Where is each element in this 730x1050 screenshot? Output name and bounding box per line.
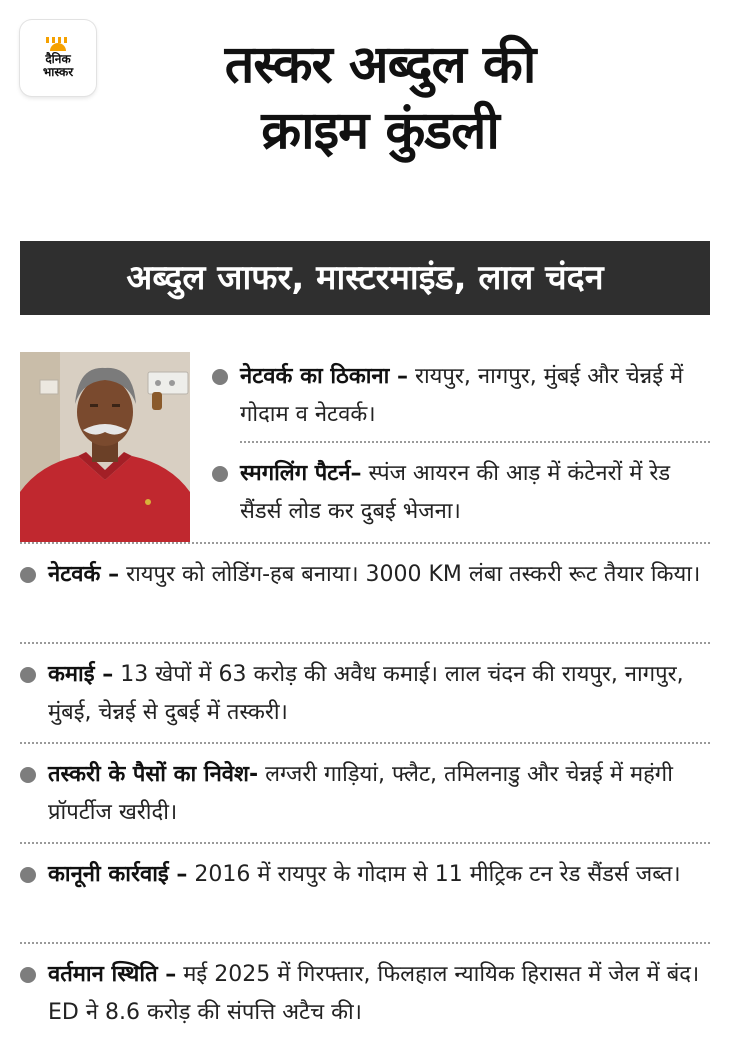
list-item-smuggling-pattern xyxy=(240,455,710,531)
list-item-current-status xyxy=(48,956,710,1032)
divider xyxy=(20,642,710,644)
item-text: 13 खेपों में 63 करोड़ की अवैध कमाई। लाल चंदन की रायपुर, नागपुर, मुंबई, चेन्नई से दुबई में तस्करी। xyxy=(48,662,684,725)
item-label: तस्करी के पैसों का निवेश- xyxy=(48,762,259,787)
divider xyxy=(240,441,710,443)
divider xyxy=(20,942,710,944)
suspect-photo xyxy=(20,352,190,542)
logo-line-2: भास्कर xyxy=(42,65,74,79)
list-item-legal-action xyxy=(48,856,710,894)
bullet-dot xyxy=(212,466,228,482)
divider xyxy=(20,842,710,844)
title-line-2: क्राइम कुंडली xyxy=(261,101,499,161)
list-item-earnings xyxy=(48,656,710,732)
item-label: कमाई – xyxy=(48,662,114,687)
title-line-1: तस्कर अब्दुल की xyxy=(224,35,536,95)
item-text: रायपुर, नागपुर, मुंबई और चेन्नई में गोदाम व नेटवर्क। xyxy=(240,364,684,427)
item-label: वर्तमान स्थिति – xyxy=(48,962,177,987)
item-text: रायपुर को लोडिंग-हब बनाया। 3000 KM लंबा तस्करी रूट तैयार किया। xyxy=(119,562,701,587)
list-item-network xyxy=(48,556,710,594)
suspect-portrait-image xyxy=(20,352,190,542)
item-label: नेटवर्क का ठिकाना – xyxy=(240,364,408,389)
item-text: मई 2025 में गिरफ्तार, फिलहाल न्यायिक हिरासत में जेल में बंद। ED ने 8.6 करोड़ की संपत्ति अटैच की। xyxy=(48,962,700,1025)
item-text: 2016 में रायपुर के गोदाम से 11 मीट्रिक टन रेड सैंडर्स जब्त। xyxy=(187,862,681,887)
bullet-dot xyxy=(20,767,36,783)
item-text: स्पंज आयरन की आड़ में कंटेनरों में रेड सैंडर्स लोड कर दुबई भेजना। xyxy=(240,461,671,524)
brand-logo xyxy=(20,20,96,96)
subject-banner: अब्दुल जाफर, मास्टरमाइंड, लाल चंदन xyxy=(20,241,710,315)
divider xyxy=(20,742,710,744)
item-label: कानूनी कार्रवाई – xyxy=(48,862,188,887)
item-text: लग्जरी गाड़ियां, फ्लैट, तमिलनाडु और चेन्नई में महंगी प्रॉपर्टीज खरीदी। xyxy=(48,762,673,825)
item-label: नेटवर्क – xyxy=(48,562,120,587)
page-title xyxy=(100,32,660,164)
bullet-dot xyxy=(20,967,36,983)
list-item-investment xyxy=(48,756,710,832)
bullet-dot xyxy=(212,369,228,385)
divider xyxy=(20,542,710,544)
logo-line-1: दैनिक xyxy=(45,52,71,66)
bullet-dot xyxy=(20,667,36,683)
item-label: स्मगलिंग पैटर्न– xyxy=(240,461,362,486)
bullet-dot xyxy=(20,567,36,583)
list-item-network-location xyxy=(240,358,710,434)
bullet-dot xyxy=(20,867,36,883)
sun-icon xyxy=(46,37,70,51)
